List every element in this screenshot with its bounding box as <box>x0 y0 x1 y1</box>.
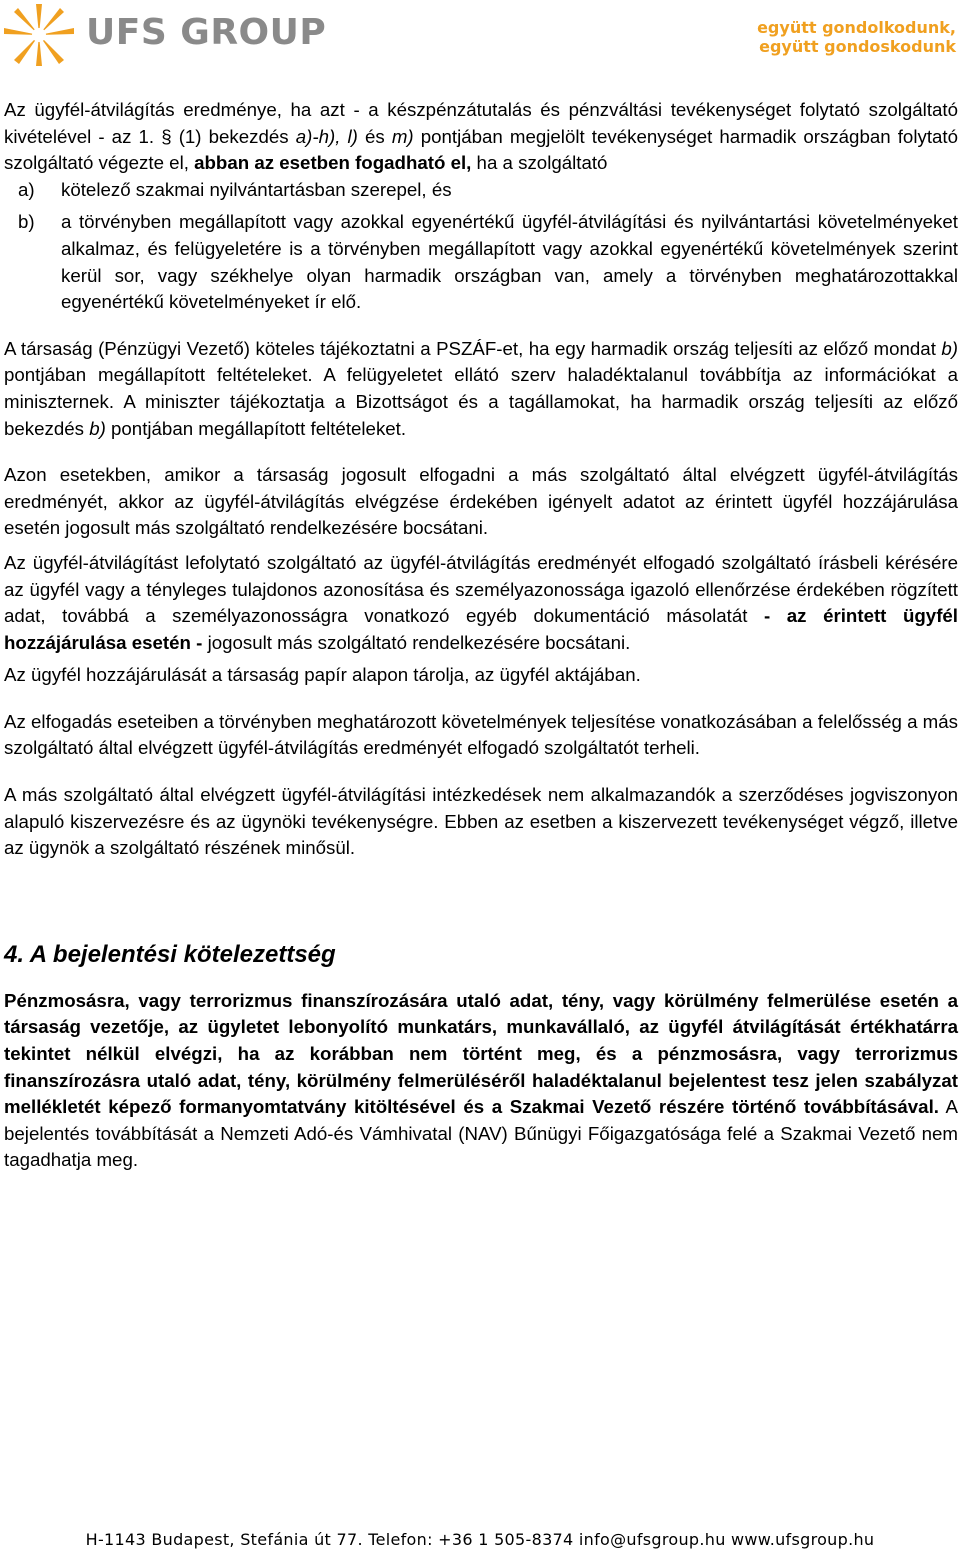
page-footer: H-1143 Budapest, Stefánia út 77. Telefon: +36 1 505-8374 info@ufsgroup.hu www.ufsgroup.hu <box>85 1530 875 1549</box>
list-item-b <box>4 209 958 315</box>
document-body <box>4 97 958 1174</box>
p2-text-1: A társaság (Pénzügyi Vezető) köteles tájékoztatni a PSZÁF-et, ha egy harmadik ország teljesíti az előző mondat <box>4 337 942 359</box>
list-label-b: b) <box>18 211 35 233</box>
p2-text-2: pontjában megállapított feltételeket. A felügyeletet ellátó szerv haladéktalanul továbbítja az információkat a miniszternek. A miniszter tájékoztatja a Bizottságot és a tagállamokat, ha harmadik ország teljesíti az előző bekezdés <box>4 364 958 439</box>
starburst-logo-icon <box>2 2 76 68</box>
p1-text-2: és <box>357 125 392 147</box>
p1-text-1: Az ügyfél-átvilágítás eredménye, ha azt - a készpénzátutalás és pénzváltási tevékenységet folytató szolgáltató kivételével - az 1. § (1) bekezdés <box>4 99 958 147</box>
page-header <box>0 0 960 72</box>
paragraph-7: A más szolgáltató által elvégzett ügyfél-átvilágítási intézkedések nem alkalmazandók a szerződéses jogviszonyon alapuló kiszervezésre és az ügynöki tevékenységre. Ebben az esetben a kiszervezett tevékenységet végző, illetve az ügynök a szolgáltató részének minősül. <box>4 784 958 859</box>
paragraph-6: Az elfogadás eseteiben a törvényben meghatározott követelmények teljesítése vonatkozásában a felelősség a más szolgáltató által elvégzett ügyfél-átvilágítás eredményét elfogadó szolgáltatót terheli. <box>4 710 958 759</box>
p2-italic-1: b) <box>941 337 958 359</box>
slogan-line-1: együtt gondolkodunk, <box>757 18 956 37</box>
p8-bold: Pénzmosásra, vagy terrorizmus finanszírozására utaló adat, tény, vagy körülmény felmerülése esetén a társaság vezetője, az ügyletet lebonyolító munkatárs, munkavállaló, az ügyfél átvilágítását értékhatárra tekintet nélkül elvégzi, ha az korábban nem történt meg, és a pénzmosásra, vagy terrorizmus finanszírozásra utaló adat, tény, körülmény felmerüléséről haladéktalanul bejelentest tesz jelen szabályzat mellékletét képező formanyomtatvány kitöltésével és a Szakmai Vezető részére történő továbbításával. <box>4 989 958 1118</box>
p1-text-3: pontjában megjelölt tevékenységet harmadik országban folytató szolgáltató végezte el, <box>4 125 958 174</box>
paragraph-3: Azon esetekben, amikor a társaság jogosult elfogadni a más szolgáltató által elvégzett ügyfél-átvilágítás eredményét, akkor az ügyfél-átvilágítás elvégzése érdekében igényelt adatot az érintett ügyfél hozzájárulása esetén jogosult más szolgáltató rendelkezésére bocsátani. <box>4 464 958 539</box>
p4-bold: - az érintett ügyfél hozzájárulása esetén - <box>4 605 958 653</box>
p2-italic-2: b) <box>89 417 106 439</box>
p2-text-3: pontjában megállapított feltételeket. <box>105 417 407 439</box>
paragraph-4 <box>4 550 958 656</box>
paragraph-1 <box>4 97 958 177</box>
paragraph-5: Az ügyfél hozzájárulását a társaság papír alapon tárolja, az ügyfél aktájában. <box>4 664 641 686</box>
p1-italic-2: m) <box>391 125 414 147</box>
paragraph-8 <box>4 988 958 1174</box>
list-text-a: kötelező szakmai nyilvántartásban szerepel, és <box>61 178 452 200</box>
list-label-a: a) <box>18 178 35 200</box>
slogan-line-2: együtt gondoskodunk <box>759 37 956 56</box>
p1-bold: abban az esetben fogadható el, <box>194 152 472 174</box>
p4-text-1: Az ügyfél-átvilágítást lefolytató szolgáltató az ügyfél-átvilágítás eredményét elfogadó szolgáltató írásbeli kérésére az ügyfél vagy a tényleges tulajdonos azonosítása és személyazonossága igazoló ellenőrzése érdekében rögzített adat, továbbá a személyazonosságra vonatkozó egyéb dokumentáció másolatát <box>4 551 958 627</box>
p1-text-4: ha a szolgáltató <box>471 152 608 174</box>
slogan <box>736 18 956 56</box>
section-title: 4. A bejelentési kötelezettség <box>4 940 336 968</box>
p1-italic-1: a)-h), l) <box>295 125 358 147</box>
list-item-a <box>4 177 958 204</box>
logo-text: UFS GROUP <box>86 12 327 53</box>
p8-text: A bejelentés továbbítását a Nemzeti Adó-és Vámhivatal (NAV) Bűnügyi Főigazgatósága felé a Szakmai Vezető nem tagadhatja meg. <box>4 1096 959 1171</box>
p4-text-2: jogosult más szolgáltató rendelkezésére bocsátani. <box>202 631 631 653</box>
list-text-b: a törvényben megállapított vagy azokkal egyenértékű ügyfél-átvilágítási és nyilvántartási követelményeket alkalmaz, és felügyeletére is a törvényben megállapított vagy azokkal egyenértékű követelmények szerint kerül sor, vagy székhelye olyan harmadik országban van, amely a törvényben meghatározottakkal egyenértékű követelményeket ír elő. <box>61 211 958 313</box>
paragraph-2 <box>4 336 958 442</box>
